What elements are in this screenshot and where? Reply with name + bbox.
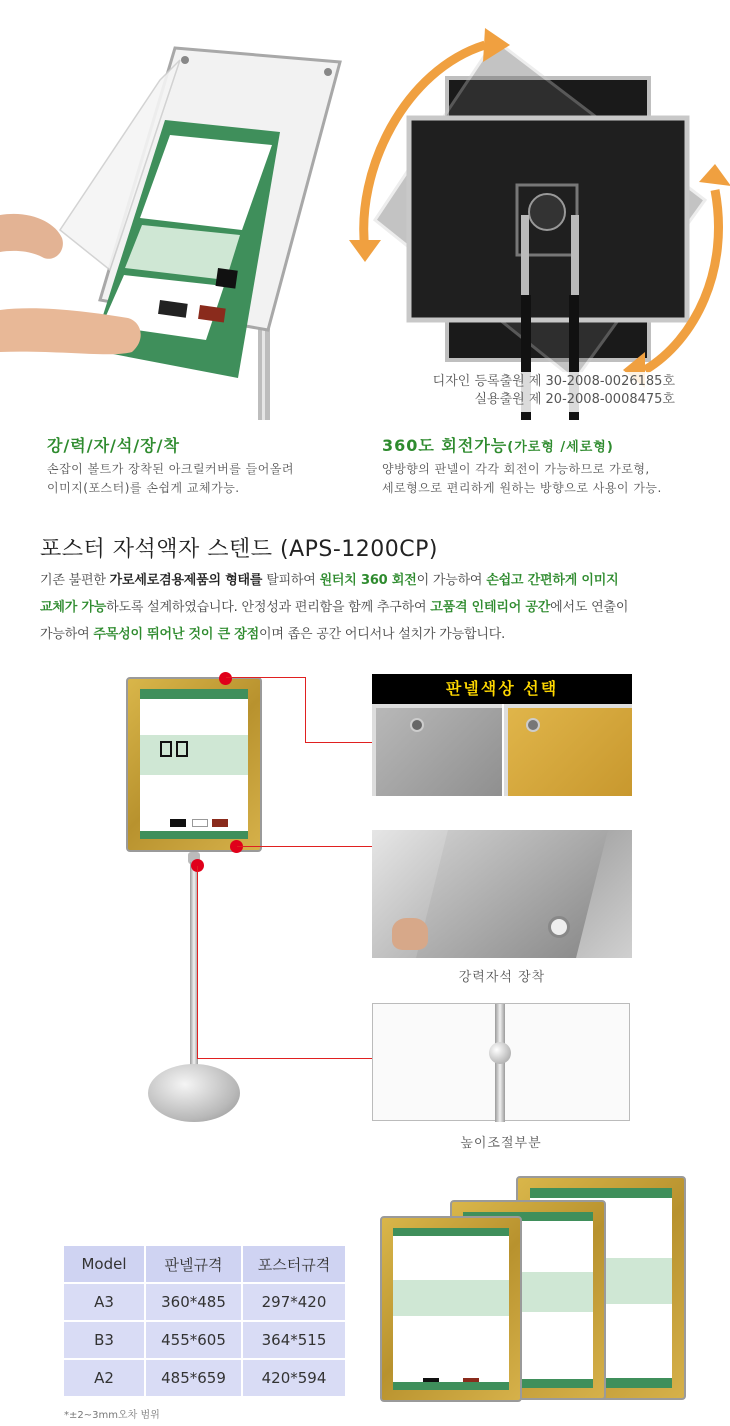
intro-text: 탈피하여 (262, 573, 320, 588)
table-row (64, 1360, 345, 1396)
product-title: 포스터 자석액자 스텐드 (APS-1200CP) (40, 537, 439, 562)
feature-desc-line2: 세로형으로 편리하게 원하는 방향으로 사용이 가능. (382, 481, 662, 495)
design-registration (405, 373, 675, 409)
table-header: 포스터규격 (243, 1246, 345, 1282)
table-cell: A3 (64, 1284, 144, 1320)
spec-table (62, 1244, 347, 1398)
table-cell: 364*515 (243, 1322, 345, 1358)
table-cell: 297*420 (243, 1284, 345, 1320)
intro-text: 이며 좁은 공간 어디서나 설치가 가능합니다. (258, 627, 506, 642)
feature-magnet (47, 433, 357, 498)
table-header-row (64, 1246, 345, 1282)
feature-title: 강/력/자/석/장/착 (47, 436, 180, 455)
table-row (64, 1284, 345, 1320)
magnet-caption: 강력자석 장착 (458, 970, 546, 985)
stand-base (148, 1064, 240, 1122)
table-cell: 360*485 (146, 1284, 241, 1320)
feature-desc-line2: 이미지(포스터)를 손쉽게 교체가능. (47, 481, 240, 495)
product-intro (40, 567, 720, 648)
magnet-detail-photo (372, 830, 632, 958)
table-cell: 455*605 (146, 1322, 241, 1358)
intro-bold: 가로세로겸용제품의 형태를 (109, 573, 263, 588)
feature-title-main: 360도 회전가능 (382, 436, 508, 455)
feature-rotation (382, 433, 722, 498)
rotation-photo (345, 0, 730, 420)
panel-color-gold (504, 704, 632, 796)
intro-highlight: 주목성이 뛰어난 것이 큰 장점 (93, 627, 259, 642)
panel-color-title: 판넬색상 선택 (372, 674, 632, 704)
intro-highlight: 원터치 360 회전 (319, 573, 417, 588)
table-cell: A2 (64, 1360, 144, 1396)
table-cell: B3 (64, 1322, 144, 1358)
table-header: Model (64, 1246, 144, 1282)
intro-text: 하도록 설계하였습니다. 안정성과 편리함을 함께 추구하여 (106, 600, 431, 615)
feature-title (382, 433, 722, 456)
height-caption: 높이조절부분 (460, 1136, 542, 1151)
design-registration-text: 디자인 등록출원 제 30-2008-0026185호 (432, 374, 675, 389)
panel-color-silver (372, 704, 502, 796)
height-detail-photo (372, 1003, 630, 1121)
intro-text: 에서도 연출이 (550, 600, 629, 615)
stand-poster (140, 689, 248, 839)
table-row (64, 1322, 345, 1358)
intro-highlight: 손쉽고 간편하게 이미지 (486, 573, 619, 588)
utility-registration-text: 실용출원 제 20-2008-0008475호 (474, 392, 675, 407)
size-frame-a3 (380, 1216, 522, 1402)
spec-note: *±2~3mm오차 범위 (64, 1410, 160, 1421)
feature-title-sub: (가로형 /세로형) (507, 440, 614, 455)
marker-dot-top (219, 672, 232, 685)
feature-desc-line1: 양방향의 판넬이 각각 회전이 가능하므로 가로형, (382, 462, 650, 476)
magnet-cover-photo (0, 0, 365, 420)
spec-table-wrap (62, 1244, 347, 1398)
table-cell: 485*659 (146, 1360, 241, 1396)
table-cell: 420*594 (243, 1360, 345, 1396)
intro-highlight: 고품격 인테리어 공간 (430, 600, 551, 615)
intro-text: 이 가능하여 (416, 573, 487, 588)
feature-desc-line1: 손잡이 볼트가 장착된 아크릴커버를 들어올려 (47, 462, 295, 476)
intro-highlight: 교체가 가능 (40, 600, 107, 615)
intro-text: 가능하여 (40, 627, 94, 642)
table-header: 판넬규격 (146, 1246, 241, 1282)
intro-text: 기존 불편한 (40, 573, 110, 588)
stand-panel (126, 677, 262, 852)
